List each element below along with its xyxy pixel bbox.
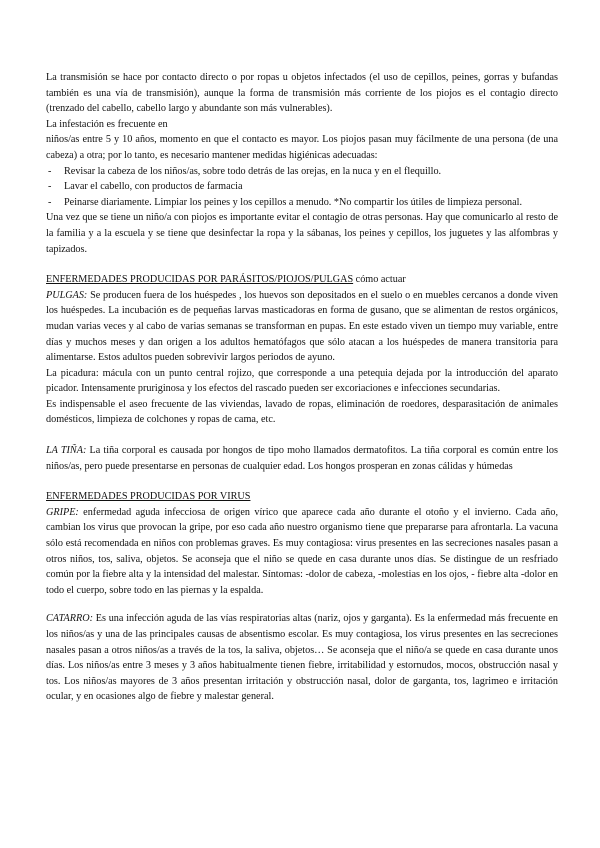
- aseo-paragraph: Es indispensable el aseo frecuente de las viviendas, lavado de ropas, eliminación de roedores, desparasitación de animales domésticos, limpieza de colchones y ropas de cama, etc.: [46, 398, 558, 426]
- contagion-paragraph: Una vez que se tiene un niño/a con piojos es importante evitar el contagio de otras personas. Hay que comunicarlo al resto de la familia y a la escuela y se tiene que desinfectar la ropa y la sábanas, los peines y cepillos, los juguetes y las alfombras y tapizados.: [46, 212, 558, 255]
- gripe-text: enfermedad aguda infecciosa de origen vírico que aparece cada año durante el otoño y el invierno. Cada año, cambian los virus que provocan la gripe, por eso cada año nuestro organismo tiene que prepararse para afrontarla. La vacuna sólo está recomendada en niños con problemas graves. Es muy contagiosa: virus presentes en las secreciones nasales pasan a otros niños, tos, saliva, objetos. Se aconseja que el niño se quede en casa durante unos días. Se distingue de un resfriado común por la fiebre alta y la intensidad del malestar. Síntomas: -dolor de cabeza, -molestias en los ojos, - fiebre alta -dolor en todo el cuerpo, sobre todo en las piernas y la espalda.: [46, 506, 558, 596]
- tina-text: La tiña corporal es causada por hongos de tipo moho llamados dermatofitos. La tiña corporal es común entre los niños/as, pero puede presentarse en personas de cualquier edad. Los hongos prosperan en zonas cálidas y húmedas: [46, 445, 558, 472]
- transmission-paragraph: La transmisión se hace por contacto directo o por ropas u objetos infectados (el uso de cepillos, peines, gorras y bufandas también es una vía de transmisión), aunque la forma de transmisión más corriente de los piojos es el contagio directo (trenzado del cabello, cabello largo y abundante son más vulnerables).: [46, 72, 558, 115]
- list-item: - Revisar la cabeza de los niños/as, sobre todo detrás de las orejas, en la nuca y en el flequillo.: [46, 164, 558, 180]
- parasites-heading-line: [46, 272, 558, 288]
- pulgas-text: Se producen fuera de los huéspedes , los huevos son depositados en el suelo o en muebles cercanos a donde viven los huéspedes. La incubación es de pequeñas larvas masticadoras en forma de gusano, que se alimentan de restos orgánicos, mudan varias veces y al cabo de varias semanas se transforman en pupas. En este estado viven un tiempo muy variable, entre días y muchos meses y dan origen a los adultos hematófagos que sólo atacan a los huéspedes de manera transitoria para alimentarse. Estos adultos pueden sobrevivir largos periodos de ayuno.: [46, 289, 558, 364]
- picadura-paragraph: La picadura: mácula con un punto central rojizo, que corresponde a una petequia dejada por la introducción del aparato picador. Intensamente pruriginosa y los efectos del rascado pueden ser excoriaciones e infecciones secundarias.: [46, 367, 558, 395]
- pulgas-paragraph: [46, 288, 558, 366]
- document-page: [46, 70, 558, 705]
- list-item: - Peinarse diariamente. Limpiar los peines y los cepillos a menudo. *No compartir los útiles de limpieza personal.: [46, 195, 558, 211]
- gripe-paragraph: [46, 505, 558, 599]
- catarro-paragraph: [46, 611, 558, 705]
- pulgas-term: PULGAS:: [46, 289, 88, 301]
- infestation-line: La infestación es frecuente en: [46, 118, 168, 130]
- hygiene-intro-paragraph: niños/as entre 5 y 10 años, momento en que el contacto es mayor. Los piojos pasan muy fácilmente de una persona (de una cabeza) a otra; por lo tanto, es necesario mantener medidas higiénicas adecuadas:: [46, 134, 558, 161]
- catarro-term: CATARRO:: [46, 613, 93, 625]
- gripe-term: GRIPE:: [46, 506, 79, 518]
- list-item: - Lavar el cabello, con productos de farmacia: [46, 179, 558, 195]
- tina-paragraph: [46, 443, 558, 474]
- parasites-heading: ENFERMEDADES PRODUCIDAS POR PARÁSITOS/PIOJOS/PULGAS: [46, 274, 354, 286]
- hygiene-measures-list: [46, 164, 558, 211]
- catarro-text: Es una infección aguda de las vías respiratorias altas (nariz, ojos y garganta). Es la enfermedad más frecuente en los niños/as y una de las principales causas de absentismo escolar. Es muy contagiosa, los virus presentes en las secreciones nasales pasan a otros niños/as a través de la tos, la saliva, objetos… Se aconseja que el niño/a se quede en casa durante unos días. Los niños/as entre 3 meses y 3 años habitualmente tienen fiebre, irritabilidad y estornudos, mocos, obstrucción nasal y tos. Los niños/as mayores de 3 años presentan irritación y obstrucción nasal, dolor de garganta, tos, lagrimeo e irritación ocular, y en ocasiones algo de fiebre y malestar general.: [46, 613, 558, 703]
- virus-heading-line: [46, 489, 558, 505]
- tina-term: LA TIÑA:: [46, 445, 87, 457]
- virus-heading: ENFERMEDADES PRODUCIDAS POR VIRUS: [46, 491, 251, 503]
- parasites-heading-suffix: cómo actuar: [353, 274, 406, 286]
